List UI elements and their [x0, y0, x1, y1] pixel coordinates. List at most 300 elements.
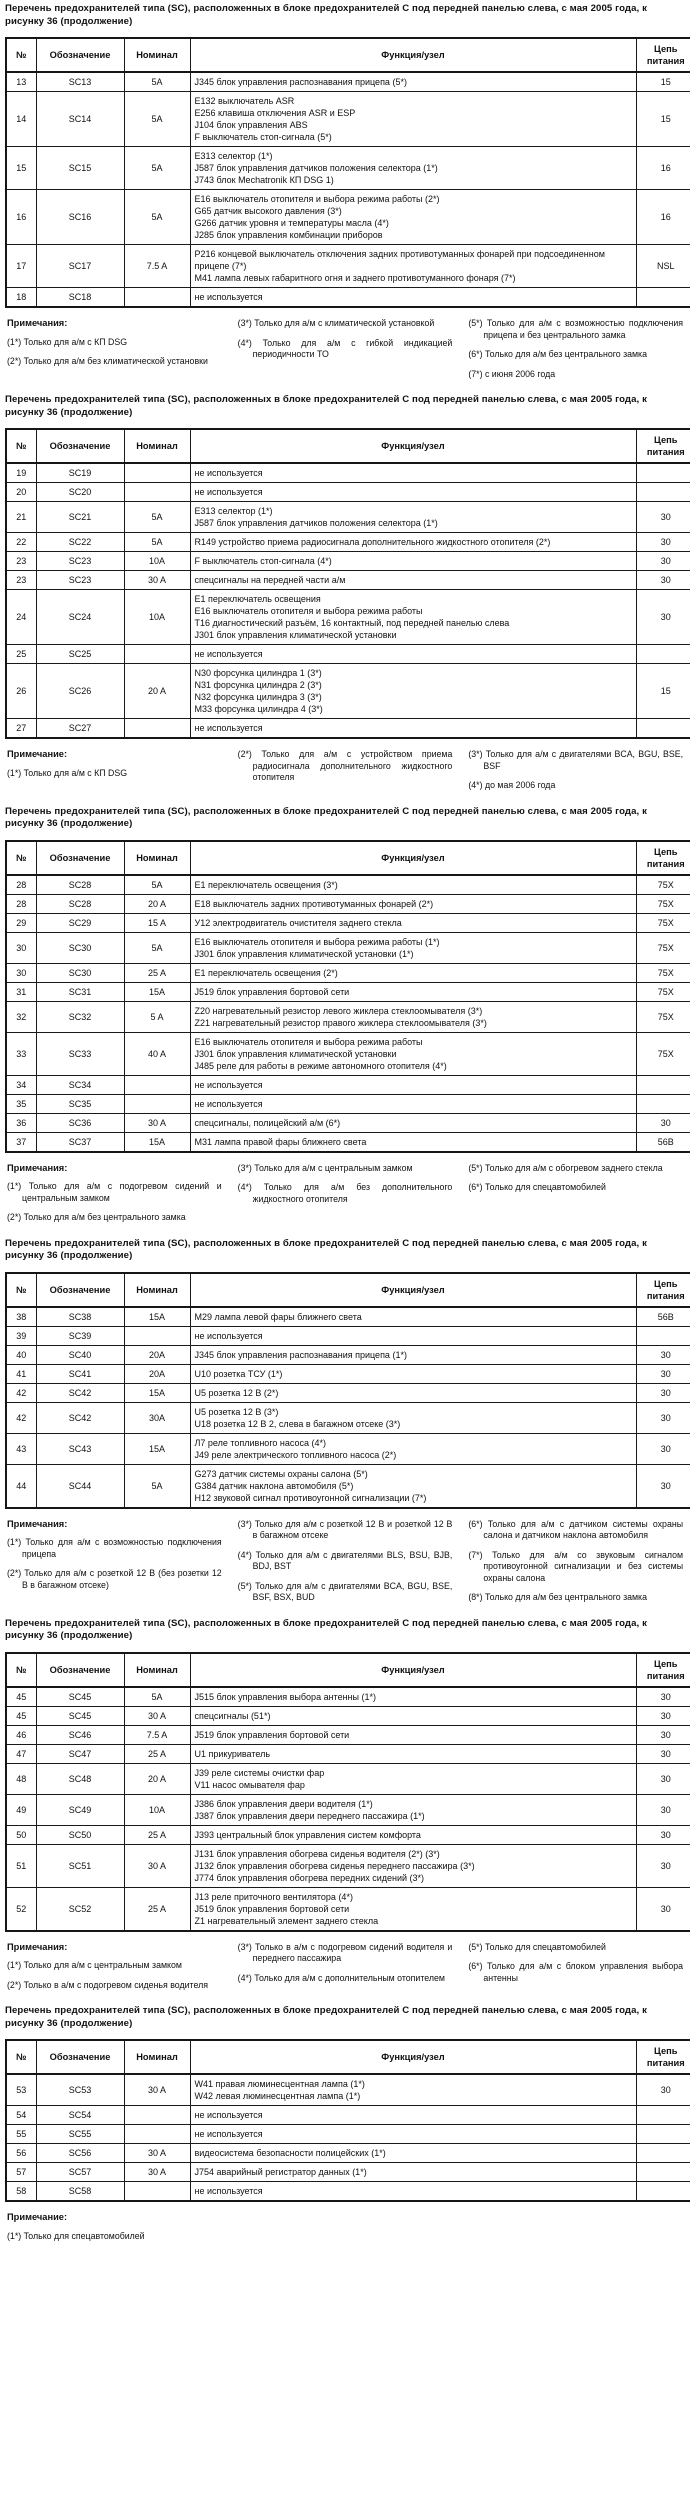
cell-function [190, 664, 636, 719]
cell-rating: 40 A [124, 1032, 190, 1075]
notes-column-3 [468, 749, 683, 794]
col-header-circuit: Цепь питания [636, 38, 690, 72]
cell-circuit: 16 [636, 190, 690, 245]
cell-num: 20 [6, 483, 36, 502]
note-item: (1*) Только для а/м с центральным замком [7, 1960, 182, 1970]
notes-column-1 [7, 318, 222, 370]
function-line: не используется [194, 487, 263, 497]
cell-function [190, 1364, 636, 1383]
col-header-function: Функция/узел [190, 38, 636, 72]
header-row [6, 2040, 690, 2074]
cell-function [190, 1844, 636, 1887]
cell-function [190, 590, 636, 645]
fuse-row [6, 1307, 690, 1327]
cell-designation: SC23 [36, 571, 124, 590]
function-line: H12 звуковой сигнал противоугонной сигнализации (7*) [194, 1492, 427, 1503]
section-title: Перечень предохранителей типа (SC), расположенных в блоке предохранителей С под передней панелью слева, с мая 2005 года, к рисунку 36 (продолжение) [5, 1617, 647, 1641]
cell-designation: SC20 [36, 483, 124, 502]
cell-circuit [636, 1075, 690, 1094]
header-row [6, 841, 690, 875]
notes-column-1 [7, 1163, 222, 1226]
cell-function [190, 1706, 636, 1725]
fuse-row [6, 288, 690, 308]
fuse-row [6, 552, 690, 571]
fuse-row [6, 1075, 690, 1094]
fuse-row [6, 913, 690, 932]
col-header-circuit: Цепь питания [636, 841, 690, 875]
fuse-row [6, 645, 690, 664]
notes-title: Примечание: [7, 2212, 68, 2222]
function-line: J743 блок Mechatronik КП DSG 1) [194, 175, 334, 185]
function-line: V11 насос омывателя фар [194, 1779, 305, 1790]
notes-column-2 [238, 318, 453, 363]
col-header-designation: Обозначение [36, 841, 124, 875]
cell-designation: SC56 [36, 2144, 124, 2163]
cell-designation: SC46 [36, 1725, 124, 1744]
function-line: спецсигналы, полицейский а/м (6*) [194, 1117, 341, 1128]
notes-block [7, 1519, 683, 1606]
cell-num: 46 [6, 1725, 36, 1744]
function-line: не используется [194, 2110, 263, 2120]
cell-function [190, 1464, 636, 1508]
fuse-row [6, 463, 690, 483]
col-header-circuit: Цепь питания [636, 1273, 690, 1307]
cell-num: 35 [6, 1094, 36, 1113]
cell-circuit: 30 [636, 502, 690, 533]
cell-rating: 5A [124, 1687, 190, 1707]
function-line: U18 розетка 12 В 2, слева в багажном отсеке (3*) [194, 1418, 401, 1429]
cell-num: 41 [6, 1364, 36, 1383]
fuse-section-6 [5, 2005, 685, 2244]
cell-circuit: 30 [636, 1744, 690, 1763]
fuse-row [6, 2074, 690, 2106]
fuse-table [5, 37, 690, 308]
cell-function [190, 2163, 636, 2182]
cell-function [190, 1075, 636, 1094]
cell-num: 30 [6, 963, 36, 982]
notes-column-1 [7, 1519, 222, 1594]
function-line: E1 переключатель освещения (3*) [194, 879, 338, 890]
cell-circuit: 30 [636, 1844, 690, 1887]
cell-designation: SC50 [36, 1825, 124, 1844]
cell-function [190, 875, 636, 895]
function-line: Л7 реле топливного насоса (4*) [194, 1437, 326, 1448]
cell-rating: 20 A [124, 664, 190, 719]
note-item: (7*) с июня 2006 года [468, 368, 556, 379]
note-item: (2*) Только для а/м без центрального замка [7, 1212, 186, 1222]
section-title: Перечень предохранителей типа (SC), расположенных в блоке предохранителей С под передней панелью слева, с мая 2005 года, к рисунку 36 (продолжение) [5, 805, 647, 829]
col-header-designation: Обозначение [36, 429, 124, 463]
fuse-row [6, 1794, 690, 1825]
cell-num: 22 [6, 533, 36, 552]
cell-designation: SC49 [36, 1794, 124, 1825]
cell-circuit [636, 2182, 690, 2202]
cell-circuit: 30 [636, 1383, 690, 1402]
cell-designation: SC57 [36, 2163, 124, 2182]
cell-designation: SC15 [36, 147, 124, 190]
fuse-row [6, 1113, 690, 1132]
function-line: E256 клавиша отключения ASR и ESP [194, 108, 356, 118]
note-item: (3*) Только для а/м с центральным замком [237, 1162, 413, 1173]
cell-rating: 15A [124, 982, 190, 1001]
note-item: (2*) Только для а/м с устройством приема радиосигнала дополнительного жидкостного отопителя [237, 749, 453, 782]
function-line: N31 форсунка цилиндра 2 (3*) [194, 680, 322, 690]
function-line: E1 переключатель освещения (2*) [194, 967, 338, 978]
cell-circuit: 75X [636, 894, 690, 913]
cell-circuit: 30 [636, 571, 690, 590]
cell-num: 30 [6, 932, 36, 963]
cell-num: 15 [6, 147, 36, 190]
cell-rating: 5A [124, 533, 190, 552]
cell-rating: 20A [124, 1364, 190, 1383]
cell-num: 50 [6, 1825, 36, 1844]
notes-column-1 [7, 1942, 222, 1994]
cell-designation: SC22 [36, 533, 124, 552]
function-line: E16 выключатель отопителя и выбора режима работы [194, 606, 423, 616]
cell-rating: 5A [124, 147, 190, 190]
cell-function [190, 533, 636, 552]
fuse-row [6, 894, 690, 913]
cell-circuit [636, 483, 690, 502]
cell-function [190, 1687, 636, 1707]
cell-designation: SC32 [36, 1001, 124, 1032]
fuse-row [6, 1706, 690, 1725]
fuse-table [5, 1272, 690, 1509]
notes-column-2 [238, 749, 453, 786]
cell-circuit: 75X [636, 963, 690, 982]
fuse-section-3 [5, 806, 685, 1226]
cell-rating [124, 483, 190, 502]
cell-circuit: 75X [636, 982, 690, 1001]
cell-designation: SC16 [36, 190, 124, 245]
cell-designation: SC17 [36, 245, 124, 288]
note-item: (1*) Только для а/м с КП DSG [7, 767, 128, 778]
function-line: M29 лампа левой фары ближнего света [194, 1311, 362, 1322]
function-line: J485 реле для работы в режиме автономного отопителя (4*) [194, 1060, 447, 1071]
cell-rating: 20 A [124, 894, 190, 913]
cell-function [190, 913, 636, 932]
fuse-row [6, 2144, 690, 2163]
notes-block [7, 749, 683, 794]
cell-designation: SC40 [36, 1345, 124, 1364]
notes-column-3 [468, 318, 683, 382]
cell-num: 38 [6, 1307, 36, 1327]
fuse-row [6, 1763, 690, 1794]
cell-designation: SC42 [36, 1402, 124, 1433]
cell-rating: 30 A [124, 1706, 190, 1725]
col-header-num: № [6, 38, 36, 72]
fuse-row [6, 533, 690, 552]
fuse-row [6, 664, 690, 719]
function-line: N30 форсунка цилиндра 1 (3*) [194, 668, 322, 678]
function-line: не используется [194, 723, 263, 733]
cell-function [190, 1345, 636, 1364]
cell-function [190, 483, 636, 502]
cell-num: 39 [6, 1326, 36, 1345]
col-header-function: Функция/узел [190, 429, 636, 463]
fuse-row [6, 571, 690, 590]
note-item: (1*) Только для а/м с КП DSG [7, 336, 128, 347]
cell-circuit [636, 2144, 690, 2163]
function-line: R149 устройство приема радиосигнала дополнительного жидкостного отопителя (2*) [194, 537, 551, 547]
cell-rating: 5A [124, 92, 190, 147]
section-title: Перечень предохранителей типа (SC), расположенных в блоке предохранителей С под передней панелью слева, с мая 2005 года, к рисунку 36 (продолжение) [5, 3, 647, 27]
cell-function [190, 245, 636, 288]
cell-designation: SC28 [36, 875, 124, 895]
function-line: W41 правая люминесцентная лампа (1*) [194, 2079, 365, 2089]
cell-rating [124, 1326, 190, 1345]
cell-designation: SC13 [36, 72, 124, 92]
cell-num: 42 [6, 1402, 36, 1433]
notes-block [7, 2212, 683, 2244]
function-line: J754 аварийный регистратор данных (1*) [194, 2167, 367, 2177]
fuse-row [6, 1725, 690, 1744]
col-header-rating: Номинал [124, 1653, 190, 1687]
function-line: J387 блок управления двери переднего пассажира (1*) [194, 1810, 425, 1821]
function-line: J49 реле электрического топливного насоса (2*) [194, 1449, 397, 1460]
cell-num: 40 [6, 1345, 36, 1364]
cell-circuit: 75X [636, 1001, 690, 1032]
cell-num: 34 [6, 1075, 36, 1094]
col-header-circuit: Цепь питания [636, 1653, 690, 1687]
cell-num: 23 [6, 571, 36, 590]
note-item: (5*) Только для а/м с двигателями BCA, BGU, BSE, BSF, BSX, BUD [237, 1580, 453, 1602]
cell-circuit: 30 [636, 1763, 690, 1794]
function-line: U1 прикуриватель [194, 1748, 271, 1759]
function-line: J345 блок управления распознавания прицепа (5*) [194, 77, 407, 87]
function-line: J301 блок управления климатической установки (1*) [194, 948, 414, 959]
function-line: J519 блок управления бортовой сети [194, 1729, 350, 1740]
cell-circuit: 30 [636, 1113, 690, 1132]
note-item: (3*) Только для а/м с розеткой 12 В и розеткой 12 В в багажном отсеке [237, 1518, 453, 1540]
function-line: J285 блок управления комбинации приборов [194, 230, 383, 240]
cell-num: 23 [6, 552, 36, 571]
cell-rating: 10A [124, 590, 190, 645]
cell-function [190, 894, 636, 913]
function-line: J39 реле системы очистки фар [194, 1767, 325, 1778]
cell-function [190, 1326, 636, 1345]
cell-rating: 15A [124, 1132, 190, 1152]
function-line: T16 диагностический разъём, 16 контактный, под передней панелью слева [194, 618, 510, 628]
cell-designation: SC42 [36, 1383, 124, 1402]
function-line: U5 розетка 12 В (2*) [194, 1387, 279, 1398]
fuse-row [6, 1825, 690, 1844]
cell-designation: SC45 [36, 1706, 124, 1725]
col-header-designation: Обозначение [36, 2040, 124, 2074]
cell-function [190, 1825, 636, 1844]
note-item: (2*) Только для а/м без климатической установки [7, 356, 208, 366]
cell-circuit: 30 [636, 2074, 690, 2106]
cell-function [190, 1113, 636, 1132]
cell-circuit: 30 [636, 1433, 690, 1464]
cell-num: 47 [6, 1744, 36, 1763]
cell-num: 29 [6, 913, 36, 932]
function-line: Z21 нагревательный резистор правого жиклера стеклоомывателя (3*) [194, 1017, 487, 1028]
cell-circuit: 16 [636, 147, 690, 190]
cell-designation: SC31 [36, 982, 124, 1001]
cell-num: 57 [6, 2163, 36, 2182]
cell-rating [124, 1075, 190, 1094]
cell-function [190, 571, 636, 590]
header-row [6, 1273, 690, 1307]
cell-rating: 20A [124, 1345, 190, 1364]
function-line: M41 лампа левых габаритного огня и заднего противотуманного фонаря (7*) [194, 273, 516, 283]
fuse-table [5, 840, 690, 1153]
cell-function [190, 645, 636, 664]
cell-circuit [636, 2106, 690, 2125]
col-header-num: № [6, 841, 36, 875]
cell-function [190, 1001, 636, 1032]
cell-rating: 25 A [124, 1825, 190, 1844]
cell-num: 28 [6, 875, 36, 895]
function-line: не используется [194, 1098, 263, 1109]
fuse-row [6, 1032, 690, 1075]
fuse-row [6, 1345, 690, 1364]
cell-circuit [636, 1094, 690, 1113]
function-line: J345 блок управления распознавания прицепа (1*) [194, 1349, 407, 1360]
header-row [6, 429, 690, 463]
cell-rating: 15 A [124, 913, 190, 932]
col-header-num: № [6, 2040, 36, 2074]
cell-function [190, 1433, 636, 1464]
cell-num: 54 [6, 2106, 36, 2125]
function-line: J386 блок управления двери водителя (1*) [194, 1798, 373, 1809]
cell-designation: SC52 [36, 1887, 124, 1931]
fuse-row [6, 1744, 690, 1763]
cell-num: 58 [6, 2182, 36, 2202]
note-item: (3*) Только в а/м с подогревом сидений водителя и переднего пассажира [237, 1941, 453, 1963]
note-item: (4*) Только для а/м без дополнительного жидкостного отопителя [237, 1182, 453, 1204]
notes-column-3 [468, 1519, 683, 1606]
cell-circuit: 15 [636, 664, 690, 719]
cell-num: 27 [6, 719, 36, 739]
notes-block [7, 318, 683, 382]
cell-designation: SC24 [36, 590, 124, 645]
cell-circuit: 75X [636, 1032, 690, 1075]
notes-column-2 [238, 1163, 453, 1208]
cell-circuit [636, 463, 690, 483]
note-item: (3*) Только для а/м с климатической установкой [237, 318, 435, 328]
fuse-row [6, 1364, 690, 1383]
notes-column-2 [238, 1942, 453, 1987]
cell-designation: SC43 [36, 1433, 124, 1464]
cell-circuit: 75X [636, 932, 690, 963]
cell-rating: 5A [124, 502, 190, 533]
col-header-designation: Обозначение [36, 1653, 124, 1687]
section-title: Перечень предохранителей типа (SC), расположенных в блоке предохранителей С под передней панелью слева, с мая 2005 года, к рисунку 36 (продолжение) [5, 2005, 647, 2029]
cell-function [190, 2182, 636, 2202]
cell-circuit [636, 645, 690, 664]
note-item: (6*) Только для а/м с датчиком системы охраны салона и датчиком наклона автомобиля [468, 1518, 684, 1540]
header-row [6, 1653, 690, 1687]
cell-circuit: 30 [636, 1706, 690, 1725]
function-line: не используется [194, 468, 263, 478]
fuse-row [6, 147, 690, 190]
cell-circuit [636, 719, 690, 739]
function-line: E313 селектор (1*) [194, 506, 273, 516]
cell-circuit: 15 [636, 72, 690, 92]
cell-rating: 25 A [124, 1887, 190, 1931]
cell-designation: SC35 [36, 1094, 124, 1113]
col-header-num: № [6, 429, 36, 463]
fuse-row [6, 963, 690, 982]
function-line: М33 форсунка цилиндра 4 (3*) [194, 704, 323, 714]
function-line: G273 датчик системы охраны салона (5*) [194, 1468, 368, 1479]
cell-num: 13 [6, 72, 36, 92]
fuse-row [6, 2106, 690, 2125]
function-line: J587 блок управления датчиков положения селектора (1*) [194, 518, 438, 528]
cell-function [190, 1132, 636, 1152]
function-line: U10 розетка ТСУ (1*) [194, 1368, 283, 1379]
cell-rating [124, 645, 190, 664]
function-line: J774 блок управления обогрева передних сидений (3*) [194, 1872, 425, 1883]
fuse-row [6, 2125, 690, 2144]
cell-num: 14 [6, 92, 36, 147]
cell-rating: 30 A [124, 2074, 190, 2106]
notes-column-3 [468, 1942, 683, 1987]
function-line: G65 датчик высокого давления (3*) [194, 206, 342, 216]
cell-num: 17 [6, 245, 36, 288]
function-line: G384 датчик наклона автомобиля (5*) [194, 1480, 354, 1491]
function-line: J132 блок управления обогрева сиденья переднего пассажира (3*) [194, 1860, 475, 1871]
function-line: J393 центральный блок управления систем комфорта [194, 1829, 421, 1840]
cell-rating: 10A [124, 552, 190, 571]
cell-rating: 15A [124, 1307, 190, 1327]
fuse-row [6, 190, 690, 245]
cell-rating: 7.5 A [124, 245, 190, 288]
cell-designation: SC37 [36, 1132, 124, 1152]
fuse-row [6, 982, 690, 1001]
cell-designation: SC23 [36, 552, 124, 571]
function-line: J515 блок управления выбора антенны (1*) [194, 1691, 376, 1702]
note-item: (3*) Только для а/м с двигателями BCA, BGU, BSE, BSF [468, 749, 684, 771]
cell-designation: SC39 [36, 1326, 124, 1345]
cell-circuit: 30 [636, 1887, 690, 1931]
cell-num: 44 [6, 1464, 36, 1508]
cell-circuit: 30 [636, 533, 690, 552]
cell-designation: SC58 [36, 2182, 124, 2202]
function-line: J519 блок управления бортовой сети [194, 986, 350, 997]
cell-function [190, 2074, 636, 2106]
col-header-rating: Номинал [124, 429, 190, 463]
notes-title: Примечания: [7, 1518, 68, 1529]
function-line: Z1 нагревательный элемент заднего стекла [194, 1915, 379, 1926]
cell-designation: SC41 [36, 1364, 124, 1383]
cell-num: 26 [6, 664, 36, 719]
fuse-row [6, 2163, 690, 2182]
cell-rating: 30 A [124, 2144, 190, 2163]
col-header-function: Функция/узел [190, 1273, 636, 1307]
cell-function [190, 963, 636, 982]
cell-designation: SC27 [36, 719, 124, 739]
cell-rating: 5A [124, 72, 190, 92]
cell-circuit: 30 [636, 1345, 690, 1364]
fuse-row [6, 719, 690, 739]
fuse-table [5, 428, 690, 739]
cell-function [190, 1887, 636, 1931]
cell-rating: 30 A [124, 1844, 190, 1887]
cell-rating: 25 A [124, 963, 190, 982]
cell-function [190, 463, 636, 483]
fuse-table [5, 1652, 690, 1932]
cell-circuit: 30 [636, 1464, 690, 1508]
cell-num: 31 [6, 982, 36, 1001]
notes-block [7, 1163, 683, 1226]
note-item: (1*) Только для спецавтомобилей [7, 2230, 145, 2241]
cell-num: 16 [6, 190, 36, 245]
notes-title: Примечания: [7, 1162, 68, 1173]
cell-circuit: 56B [636, 1307, 690, 1327]
